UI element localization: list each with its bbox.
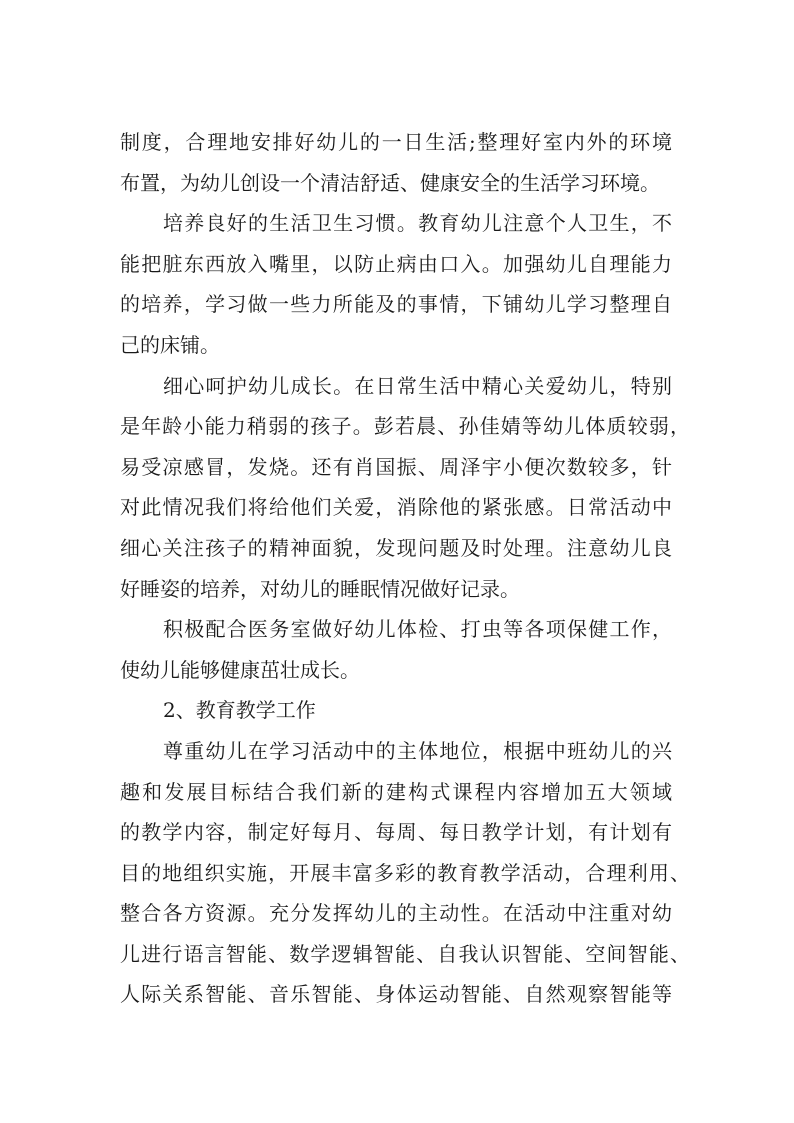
text-line: 培养良好的生活卫生习惯。教育幼儿注意个人卫生，不 [163,211,672,236]
paragraph-hygiene-habits [120,203,672,365]
text-line: 制度，合理地安排好幼儿的一日生活;整理好室内外的环境 [120,130,672,154]
text-line: 的培养，学习做一些力所能及的事情，下铺幼儿学习整理自 [120,292,672,317]
paragraph-health-checks [120,609,672,690]
text-line: 己的床铺。 [120,332,220,357]
paragraph-daily-routine [120,122,672,203]
text-line: 能把脏东西放入嘴里，以防止病由口入。加强幼儿自理能力 [120,251,672,276]
text-line: 好睡姿的培养，对幼儿的睡眠情况做好记录。 [120,576,520,601]
paragraph-care-growth [120,366,690,610]
text-line: 目的地组织实施，开展丰富多彩的教育教学活动，合理利用、 [120,860,690,885]
text-line: 是年龄小能力稍弱的孩子。彭若晨、孙佳婧等幼儿体质较弱， [120,414,690,439]
text-line: 使幼儿能够健康茁壮成长。 [120,657,360,682]
text-line: 尊重幼儿在学习活动中的主体地位，根据中班幼儿的兴 [163,738,672,763]
text-line: 易受凉感冒，发烧。还有肖国振、周泽宇小便次数较多，针 [120,454,672,479]
section-heading-teaching [120,690,672,731]
text-line: 整合各方资源。充分发挥幼儿的主动性。在活动中注重对幼 [120,901,672,926]
text-line: 布置，为幼儿创设一个清洁舒适、健康安全的生活学习环境。 [120,170,660,195]
section-heading: 2、教育教学工作 [163,698,316,723]
text-line: 趣和发展目标结合我们新的建构式课程内容增加五大领域 [120,779,672,804]
text-line: 积极配合医务室做好幼儿体检、打虫等各项保健工作， [163,617,672,642]
text-line: 细心关注孩子的精神面貌，发现问题及时处理。注意幼儿良 [120,535,672,560]
text-line: 儿进行语言智能、数学逻辑智能、自我认识智能、空间智能、 [120,941,690,966]
text-line: 细心呵护幼儿成长。在日常生活中精心关爱幼儿，特别 [163,373,672,398]
text-line: 对此情况我们将给他们关爱，消除他的紧张感。日常活动中 [120,495,672,520]
paragraph-teaching-work [120,731,690,1015]
text-line: 人际关系智能、音乐智能、身体运动智能、自然观察智能等 [120,982,672,1007]
text-line: 的教学内容，制定好每月、每周、每日教学计划，有计划有 [120,820,672,845]
document-body [120,122,690,1015]
